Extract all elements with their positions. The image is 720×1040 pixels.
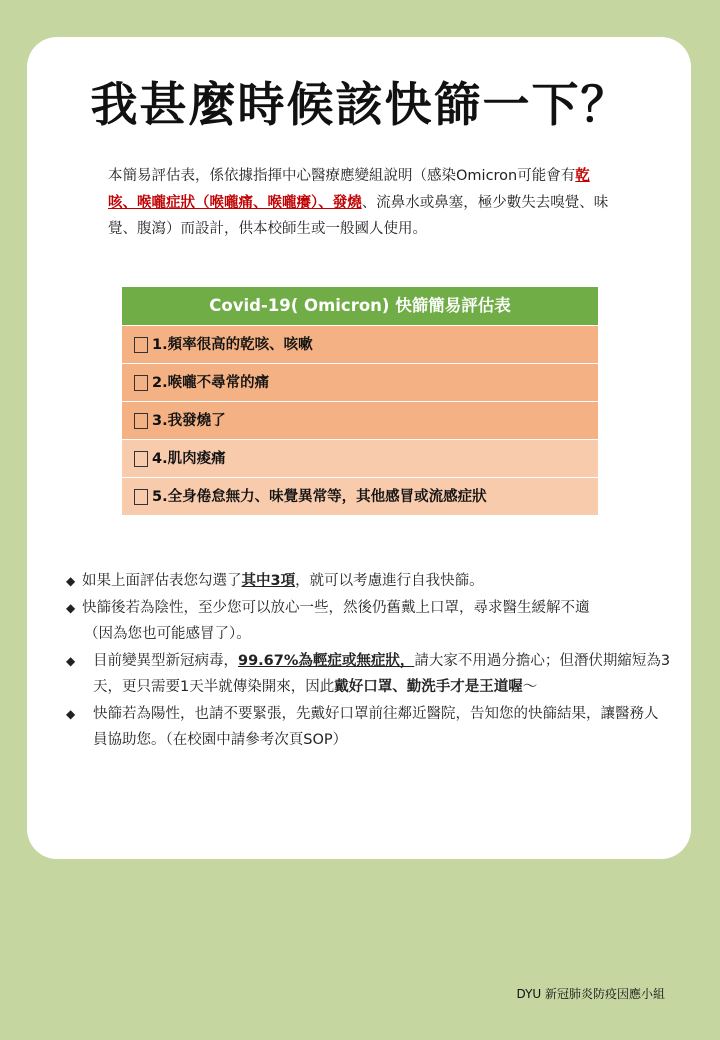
table-row — [122, 401, 598, 439]
b3-text-pre: 目前變異型新冠病毒， — [93, 652, 238, 669]
b1-text-post: ，就可以考慮進行自我快篩。 — [295, 573, 484, 589]
assessment-table — [122, 287, 598, 515]
checkbox-1[interactable] — [134, 337, 148, 353]
table-header: Covid-19( Omicron) 快篩簡易評估表 — [122, 287, 598, 325]
intro-text-2: 、流鼻水或鼻塞，極少數失去嗅覺、味覺、腹瀉）而設計，供本校師生或一般國人使用。 — [108, 194, 609, 237]
diamond-bullet-icon: ◆ — [66, 706, 76, 721]
intro-text-1: 本簡易評估表，係依據指揮中心醫療應變組說明（感染Omicron可能會有 — [108, 168, 576, 184]
b3-emphasis-1: 99.67%為輕症或無症狀， — [238, 652, 415, 669]
b4-line2: 讓醫務人員協助您。（在校園中請參考次頁SOP） — [93, 705, 659, 748]
row-label-5: 5.全身倦怠無力、味覺異常等，其他感冒或流感症狀 — [152, 488, 487, 505]
b3-text-mid: 請大家不用過分擔心；但潛伏期縮短為3天，更只需要1天半就傳染開來，因此 — [93, 652, 671, 695]
diamond-bullet-icon: ◆ — [66, 653, 76, 668]
list-item — [66, 568, 671, 595]
row-label-3: 3.我發燒了 — [152, 412, 226, 429]
b1-emphasis: 其中3項 — [241, 573, 296, 589]
b1-text-pre: 如果上面評估表您勾選了 — [82, 573, 242, 589]
advice-list — [66, 568, 671, 754]
checkbox-2[interactable] — [134, 375, 148, 391]
table-row — [122, 477, 598, 515]
diamond-bullet-icon: ◆ — [66, 574, 76, 588]
checkbox-5[interactable] — [134, 489, 148, 505]
footer-credit: DYU 新冠肺炎防疫因應小組 — [516, 987, 665, 1001]
list-item — [66, 701, 671, 754]
table-row — [122, 363, 598, 401]
row-label-1: 1.頻率很高的乾咳、咳嗽 — [152, 336, 313, 353]
b2-line2: （因為您也可能感冒了）。 — [84, 626, 251, 642]
row-label-4: 4.肌肉痠痛 — [152, 450, 226, 467]
row-label-2: 2.喉嚨不尋常的痛 — [152, 374, 270, 391]
intro-paragraph — [108, 163, 613, 243]
b3-emphasis-2: 戴好口罩、勤洗手才是王道喔 — [334, 679, 523, 695]
list-item — [66, 595, 671, 622]
checkbox-4[interactable] — [134, 451, 148, 467]
page-title: 我甚麼時候該快篩一下？ — [90, 78, 630, 133]
diamond-bullet-icon: ◆ — [66, 600, 76, 615]
b2-line1: 快篩後若為陰性，至少您可以放心一些，然後仍舊戴上口罩，尋求醫生緩解不適 — [82, 599, 590, 616]
b3-text-post: ～ — [522, 679, 538, 695]
intro-symptoms-highlight: 乾咳、喉嚨症狀（喉嚨痛、喉嚨癢）、發燒 — [108, 168, 590, 211]
list-item — [66, 648, 671, 701]
table-row — [122, 439, 598, 477]
b4-line1: 快篩若為陽性，也請不要緊張，先戴好口罩前往鄰近醫院，告知您的快篩結果， — [93, 705, 601, 722]
checkbox-3[interactable] — [134, 413, 148, 429]
table-row — [122, 325, 598, 363]
